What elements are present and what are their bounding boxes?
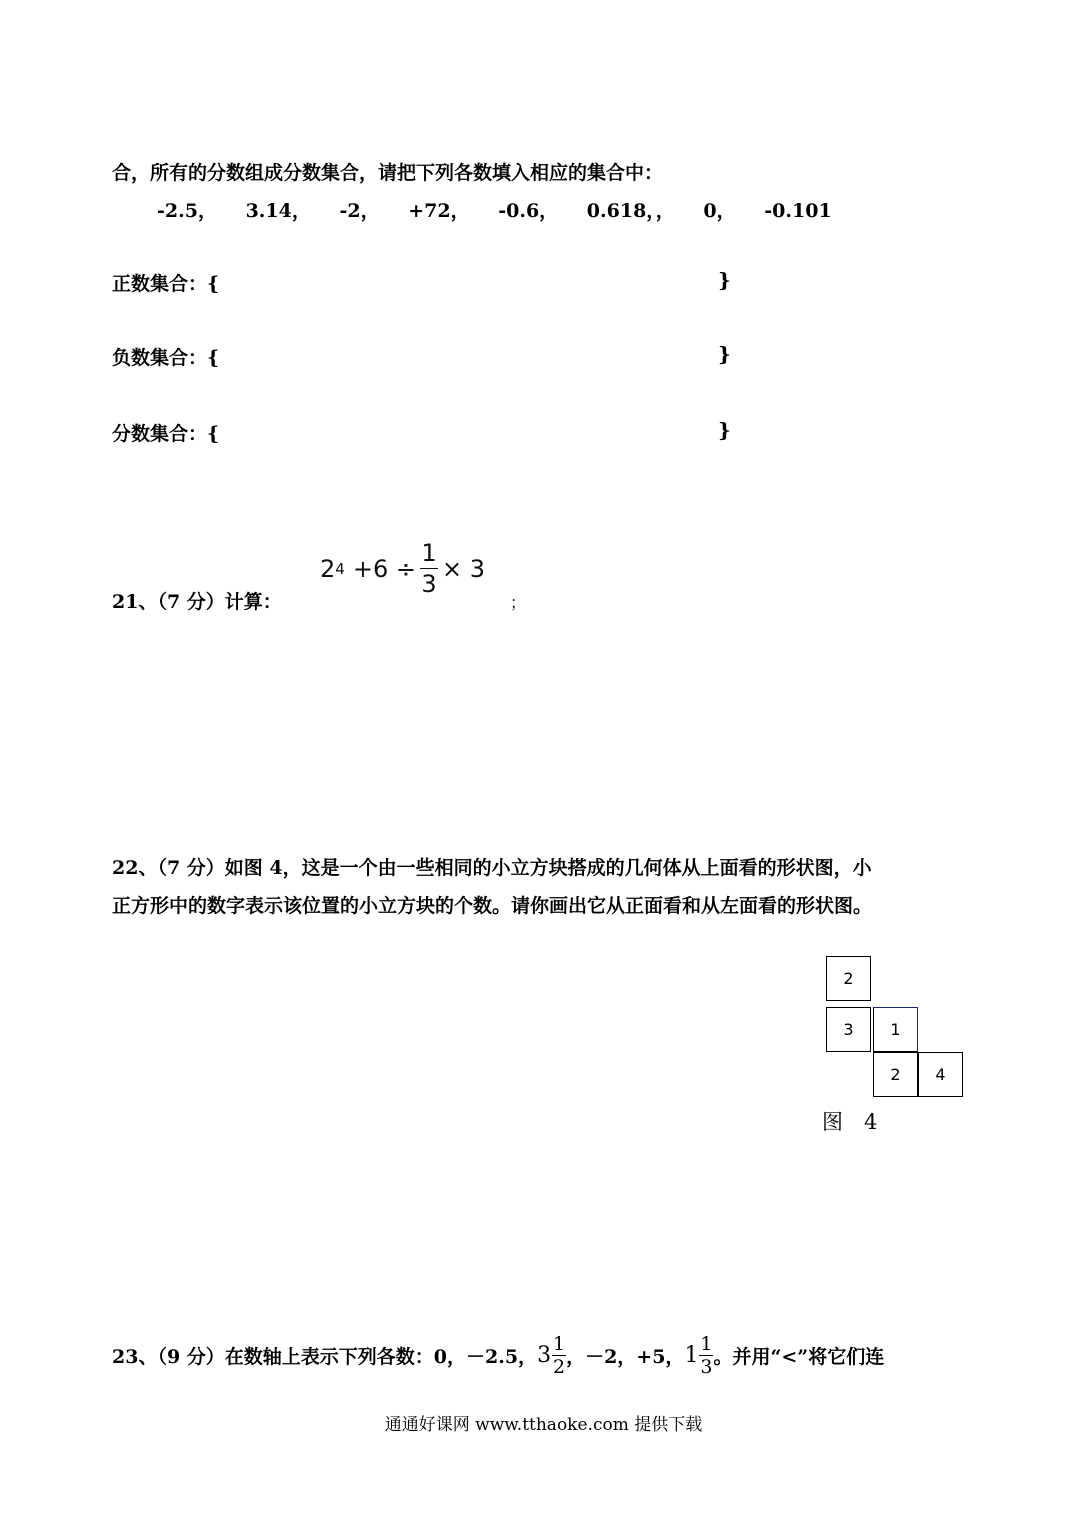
q22-line2: 正方形中的数字表示该位置的小立方块的个数。请你画出它从正面看和从左面看的形状图。 [112,895,873,917]
number-item: 0.618，， [586,200,675,222]
mixed-numerator: 1 [700,1333,713,1355]
mixed-whole: 3 [537,1343,552,1368]
number-item: -2.5， [157,200,217,222]
number-item: -0.6， [498,200,559,222]
mixed-whole: 1 [684,1343,699,1368]
grid-cell: 4 [918,1052,963,1097]
q23-part2: ，－2，+5， [566,1346,685,1368]
positive-set-label: 正数集合：{ [112,273,220,295]
figure-caption: 图 4 [822,1110,878,1134]
grid-cell: 2 [826,956,871,1001]
negative-set-label: 负数集合：{ [112,347,220,369]
number-item: -2， [339,200,380,222]
q23-part3: 。并用“<”将它们连 [713,1346,885,1368]
number-item: +72， [408,200,470,222]
number-item: 0， [703,200,736,222]
q21-formula [320,538,485,599]
formula-mid: +6 ÷ [352,554,416,583]
q21-label: 21、（7 分）计算： [112,591,282,613]
number-list [157,196,854,223]
mixed-number-2 [684,1333,713,1378]
mixed-fraction [699,1333,713,1378]
positive-set-close: } [718,268,731,292]
q22-line1: 22、（7 分）如图 4，这是一个由一些相同的小立方块搭成的几何体从上面看的形状图，小 [112,857,872,879]
intro-text: 合，所有的分数组成分数集合，请把下列各数填入相应的集合中： [112,162,664,184]
q23-line [112,1333,884,1378]
grid-cell: 3 [826,1007,871,1052]
formula-tail: × 3 [441,554,485,583]
fraction-set-close: } [718,418,731,442]
formula-fraction [420,538,438,599]
fraction-set-label: 分数集合：{ [112,423,220,445]
fraction-denominator: 3 [421,570,437,598]
mixed-number-1 [537,1333,566,1378]
fraction-numerator: 1 [421,539,437,567]
number-item: 3.14， [245,200,311,222]
mixed-numerator: 1 [553,1333,566,1355]
grid-cell: 1 [873,1007,918,1052]
grid-cell: 2 [873,1052,918,1097]
q21-end: ； [510,593,527,612]
q23-part1: 23、（9 分）在数轴上表示下列各数：0，－2.5， [112,1346,538,1368]
mixed-denominator: 3 [700,1356,713,1378]
page-footer: 通通好课网 www.tthaoke.com 提供下载 [384,1415,703,1435]
formula-exponent: 4 [335,559,345,578]
number-item: -0.101 [764,200,832,222]
mixed-fraction [552,1333,566,1378]
formula-base: 2 [320,554,336,583]
mixed-denominator: 2 [553,1356,566,1378]
negative-set-close: } [718,342,731,366]
